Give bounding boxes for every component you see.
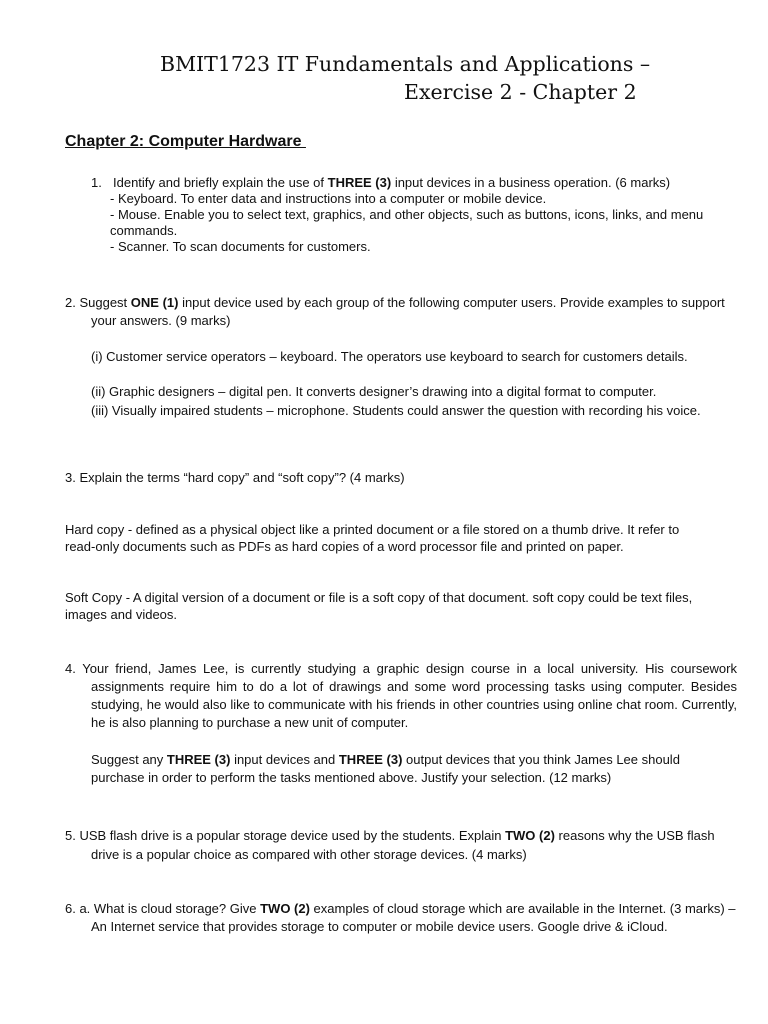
question-5-prompt: 5. USB flash drive is a popular storage device used by the students. Explain TWO (2) reasons why the USB flash drive is a popular choice as compared with other storage devices. (4 marks) xyxy=(65,828,715,862)
question-1-answers xyxy=(110,191,710,255)
question-5-bold: TWO (2) xyxy=(505,828,555,843)
title-line-1: BMIT1723 IT Fundamentals and Applications – xyxy=(160,52,651,76)
question-4-bold-2: THREE (3) xyxy=(338,752,403,767)
question-2-answer-1: (i) Customer service operators – keyboard. The operators use keyboard to search for customers details. xyxy=(91,349,688,364)
question-6-bold: TWO (2) xyxy=(260,901,310,916)
question-3-prompt: 3. Explain the terms “hard copy” and “soft copy”? (4 marks) xyxy=(65,470,405,485)
question-4-sub-prompt: Suggest any THREE (3) input devices and THREE (3) output devices that you think James Lee should purchase in order to perform the tasks mentioned above. Justify your selection. (12 marks) xyxy=(91,752,680,785)
chapter-heading: Chapter 2: Computer Hardware xyxy=(65,133,306,150)
question-1-answer-1: - Keyboard. To enter data and instructions into a computer or mobile device. xyxy=(110,191,547,206)
title-line-2: Exercise 2 - Chapter 2 xyxy=(404,80,637,104)
question-2-answer-3: (iii) Visually impaired students – microphone. Students could answer the question with recording his voice. xyxy=(91,403,701,418)
hard-copy-answer: Hard copy - defined as a physical object like a printed document or a file stored on a thumb drive. It refer to read-only documents such as PDFs as hard copies of a word processor file and printed on paper. xyxy=(65,522,680,554)
question-1-number: 1. xyxy=(91,175,102,190)
question-2-answer-2: (ii) Graphic designers – digital pen. It converts designer’s drawing into a digital format to computer. xyxy=(91,384,657,399)
question-2-bold: ONE (1) xyxy=(130,295,179,310)
question-6-prompt: 6. a. What is cloud storage? Give TWO (2) examples of cloud storage which are available in the Internet. (3 marks) – An Internet service that provides storage to computer or mobile device users. Google drive & iCloud. xyxy=(65,901,736,934)
soft-copy-answer: Soft Copy - A digital version of a document or file is a soft copy of that document. soft copy could be text files, images and videos. xyxy=(65,590,693,622)
question-1-answer-3: - Scanner. To scan documents for customers. xyxy=(110,239,371,254)
question-1-answer-2: - Mouse. Enable you to select text, graphics, and other objects, such as buttons, icons, links, and menu commands. xyxy=(110,207,704,238)
question-1-bold: THREE (3) xyxy=(327,175,392,190)
question-4-prompt: 4. Your friend, James Lee, is currently studying a graphic design course in a local university. His coursework assignments require him to do a lot of drawings and some word processing tasks using computer. Besides studying, he would also like to communicate with his friends in other countries using online chat room. Currently, he is also planning to purchase a new unit of computer. xyxy=(65,661,737,730)
question-1-prompt: Identify and briefly explain the use of THREE (3) input devices in a business operation. (6 marks) xyxy=(113,175,671,190)
question-4-bold-1: THREE (3) xyxy=(166,752,231,767)
question-2-prompt: 2. Suggest ONE (1) input device used by each group of the following computer users. Provide examples to support your answers. (9 marks) xyxy=(65,295,725,328)
